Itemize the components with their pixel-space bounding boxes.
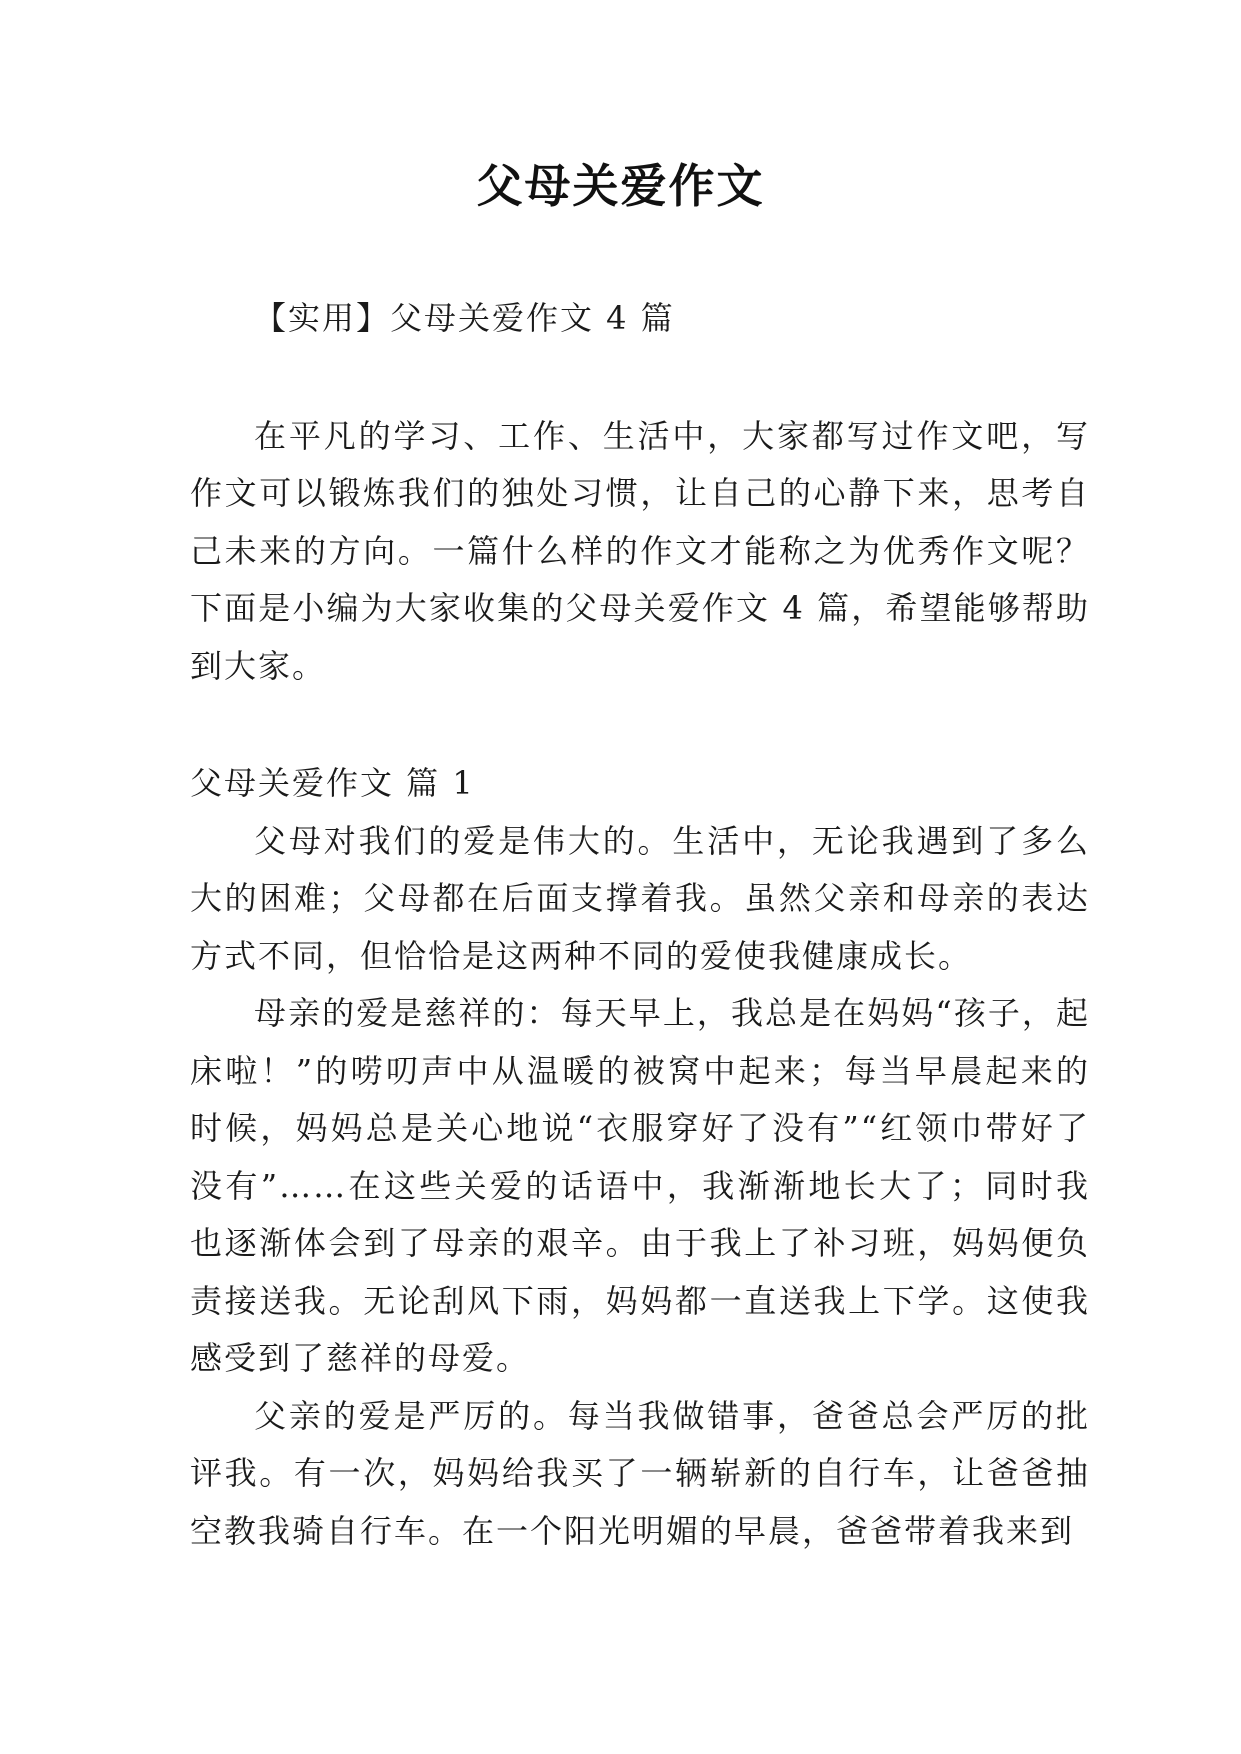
- intro-paragraph: 在平凡的学习、工作、生活中，大家都写过作文吧，写作文可以锻炼我们的独处习惯，让自己的心静下来，思考自己未来的方向。一篇什么样的作文才能称之为优秀作文呢？下面是小编为大家收集的父母关爱作文 4 篇，希望能够帮助到大家。: [190, 416, 1090, 685]
- body-paragraph: 父亲的爱是严厉的。每当我做错事，爸爸总会严厉的批评我。有一次，妈妈给我买了一辆崭新的自行车，让爸爸抽空教我骑自行车。在一个阳光明媚的早晨，爸爸带着我来到: [190, 1396, 1090, 1550]
- body-paragraph: 母亲的爱是慈祥的：每天早上，我总是在妈妈“孩子，起床啦！”的唠叨声中从温暖的被窝中起来；每当早晨起来的时候，妈妈总是关心地说“衣服穿好了没有”“红领巾带好了没有”……在这些关爱的话语中，我渐渐地长大了；同时我也逐渐体会到了母亲的艰辛。由于我上了补习班，妈妈便负责接送我。无论刮风下雨，妈妈都一直送我上下学。这使我感受到了慈祥的母爱。: [190, 994, 1090, 1377]
- body-paragraph: 父母对我们的爱是伟大的。生活中，无论我遇到了多么大的困难；父母都在后面支撑着我。虽然父亲和母亲的表达方式不同，但恰恰是这两种不同的爱使我健康成长。: [190, 821, 1090, 975]
- document-body: [190, 290, 1090, 1560]
- document-subtitle: 【实用】父母关爱作文 4 篇: [254, 299, 675, 337]
- section-heading: 父母关爱作文 篇 1: [190, 764, 475, 802]
- document-title: 父母关爱作文: [476, 159, 765, 213]
